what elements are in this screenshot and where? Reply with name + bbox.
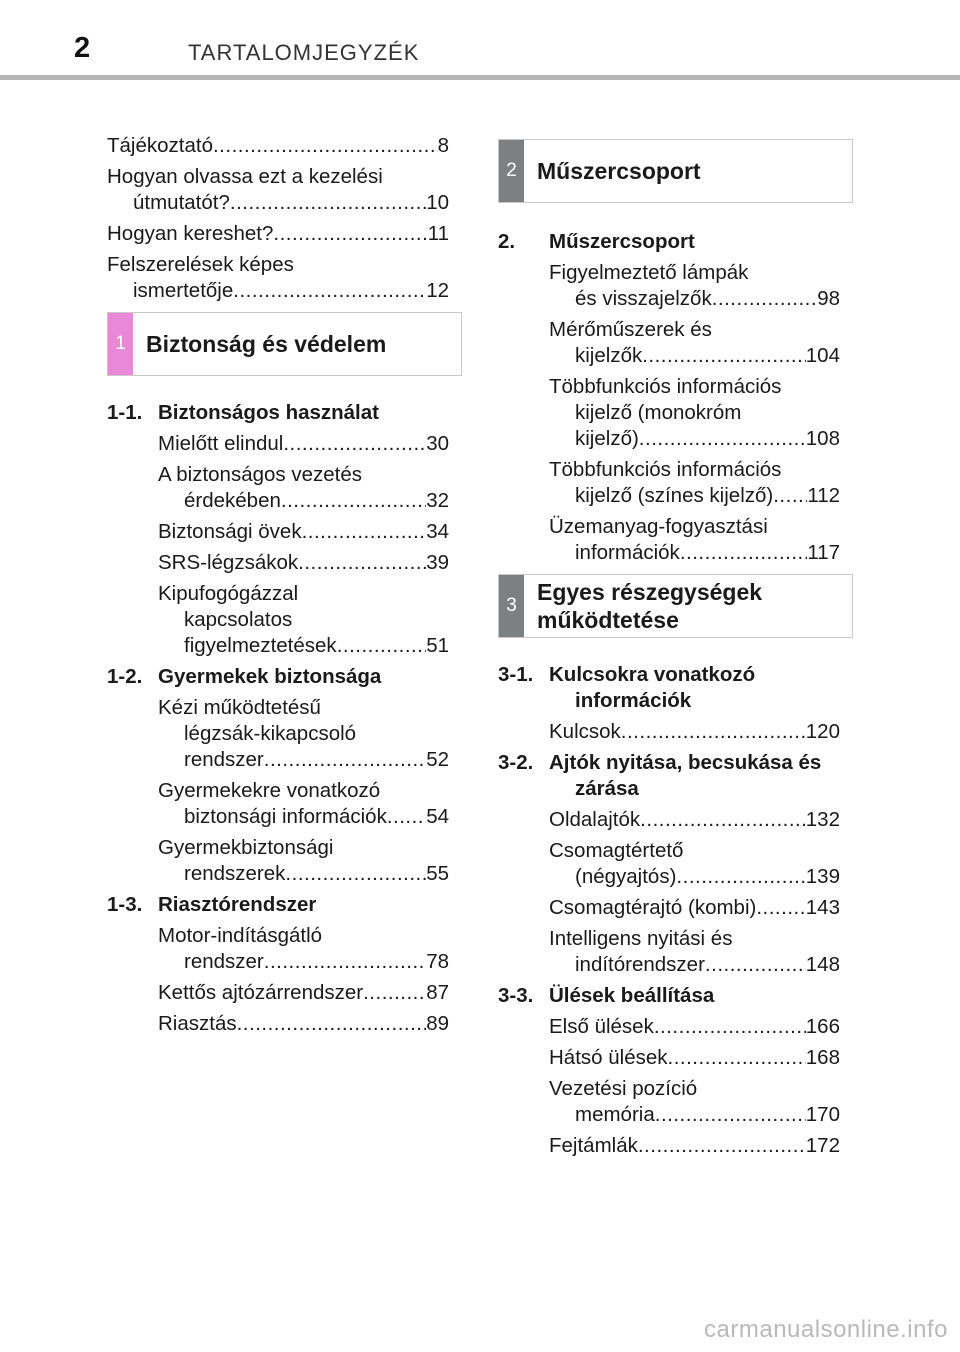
toc-page-number: 87 [426, 981, 449, 1004]
dot-leader [264, 747, 426, 773]
toc-entry-text: kijelző (monokróm [575, 401, 742, 424]
toc-entry-line [549, 1045, 840, 1071]
toc-page-number: 55 [426, 862, 449, 885]
toc-entry-line [158, 835, 449, 861]
subsection-heading-line [498, 662, 840, 688]
subsection-heading[interactable] [107, 400, 449, 426]
dot-leader [642, 343, 806, 369]
dot-leader [302, 519, 427, 545]
subsection-title: Műszercsoport [549, 230, 695, 253]
toc-page-number: 52 [426, 748, 449, 771]
toc-page-number: 148 [805, 953, 840, 976]
toc-entry-text: Kézi működtetésű [158, 696, 321, 719]
toc-entry[interactable] [107, 252, 449, 304]
dot-leader [233, 278, 426, 304]
toc-entry-line [158, 431, 449, 457]
subsection-heading[interactable] [498, 983, 840, 1009]
toc-entry-line [107, 221, 449, 247]
toc-entry-text: Figyelmeztető lámpák [549, 261, 749, 284]
header-divider [0, 75, 960, 80]
subsection-number: 2. [498, 230, 516, 253]
toc-entry-text: Riasztás [158, 1012, 237, 1035]
toc-page-number: 170 [805, 1103, 840, 1126]
section-number-tab: 1 [108, 313, 133, 375]
dot-leader [655, 1102, 806, 1128]
dot-leader [363, 980, 426, 1006]
toc-entry-line [158, 804, 449, 830]
dot-leader [237, 1011, 427, 1037]
subsection-title: Riasztórendszer [158, 893, 317, 916]
toc-page-number: 78 [426, 950, 449, 973]
toc-entry[interactable] [549, 926, 840, 978]
toc-entry-text: Kulcsok [549, 720, 621, 743]
toc-entry-line [549, 540, 840, 566]
dot-leader [756, 895, 805, 921]
toc-page-number: 132 [805, 808, 840, 831]
subsection-number: 1-2. [107, 665, 143, 688]
dot-leader [337, 633, 427, 659]
toc-entry[interactable] [549, 1133, 840, 1159]
toc-entry[interactable] [549, 1045, 840, 1071]
section-title: Biztonság és védelem [146, 331, 387, 357]
subsection-heading[interactable] [107, 892, 449, 918]
toc-entry-text: Többfunkciós információs [549, 458, 782, 481]
toc-entry-line [549, 1076, 840, 1102]
toc-entry-text: Motor-indításgátló [158, 924, 323, 947]
toc-entry-text: ismertetője [133, 279, 234, 302]
section-title-line: működtetése [537, 607, 679, 633]
toc-entry-line [549, 400, 840, 426]
dot-leader [264, 949, 426, 975]
dot-leader [283, 431, 426, 457]
toc-entry-text: és visszajelzők [575, 287, 712, 310]
section-title-line: Egyes részegységek [537, 579, 763, 605]
toc-entry-text: kapcsolatos [184, 608, 293, 631]
subsection-title: Gyermekek biztonsága [158, 665, 382, 688]
toc-entry-line [158, 778, 449, 804]
toc-entry-line [107, 164, 449, 190]
toc-entry-line [158, 949, 449, 975]
toc-page-number: 108 [805, 427, 840, 450]
toc-entry-text: Vezetési pozíció [549, 1077, 698, 1100]
toc-entry-text: Mérőműszerek és [549, 318, 712, 341]
toc-entry-line [549, 1014, 840, 1040]
section-number-tab: 2 [499, 140, 524, 202]
toc-entry[interactable] [549, 719, 840, 745]
toc-entry-text: Hogyan olvassa ezt a kezelési [107, 165, 383, 188]
toc-entry-text: Intelligens nyitási és [549, 927, 733, 950]
toc-entry-line [549, 343, 840, 369]
page-title: TARTALOMJEGYZÉK [188, 40, 420, 65]
watermark: carmanualsonline.info [704, 1316, 948, 1343]
subsection-number: 3-3. [498, 984, 534, 1007]
toc-page-number: 32 [426, 489, 449, 512]
toc-entry-line [549, 1133, 840, 1159]
toc-entry-line [158, 519, 449, 545]
subsection-list [107, 400, 449, 1037]
toc-page-number: 104 [805, 344, 840, 367]
toc-entry[interactable] [107, 164, 449, 216]
subsection-title-continued: zárása [575, 777, 639, 800]
toc-entry-text: érdekében [184, 489, 281, 512]
dot-leader [285, 861, 426, 887]
subsection-number: 1-3. [107, 893, 143, 916]
toc-entry[interactable] [158, 923, 449, 975]
toc-entry-text: Biztonsági övek [158, 520, 302, 543]
toc-entry-text: Tájékoztató [107, 134, 213, 157]
toc-page-number: 11 [427, 222, 449, 245]
toc-entry-line [158, 488, 449, 514]
toc-entry[interactable] [158, 462, 449, 514]
toc-entry-text: A biztonságos vezetés [158, 463, 362, 486]
subsection-list [498, 662, 840, 1159]
toc-entry-text: indítórendszer [575, 953, 705, 976]
toc-page-number: 89 [426, 1012, 449, 1035]
subsection-title: Kulcsokra vonatkozó [549, 663, 756, 686]
toc-entry[interactable] [549, 374, 840, 452]
toc-entry[interactable] [549, 317, 840, 369]
dot-leader [712, 286, 817, 312]
toc-entry-text: kijelző) [575, 427, 639, 450]
subsection-heading-line [498, 750, 840, 776]
toc-entry-text: Hogyan kereshet? [107, 222, 274, 245]
dot-leader [273, 221, 427, 247]
toc-entry[interactable] [549, 260, 840, 312]
toc-entry-line [549, 1102, 840, 1128]
toc-entry-line [549, 374, 840, 400]
toc-entry-line [549, 952, 840, 978]
toc-entry-text: Csomagtérajtó (kombi) [549, 896, 757, 919]
toc-entry-text: figyelmeztetések [184, 634, 337, 657]
toc-page-number: 168 [805, 1046, 840, 1069]
toc-entry[interactable] [158, 431, 449, 457]
toc-entry-text: rendszer [184, 748, 264, 771]
toc-entry-text: információk [575, 541, 680, 564]
toc-entry[interactable] [549, 1014, 840, 1040]
section-number-tab: 3 [499, 575, 524, 637]
toc-entry-line [549, 807, 840, 833]
toc-entry-line [549, 926, 840, 952]
toc-entry-line [158, 747, 449, 773]
toc-page-number: 8 [437, 134, 449, 157]
toc-column-right [498, 133, 840, 1164]
subsection-heading[interactable] [107, 664, 449, 690]
toc-entry-line [549, 514, 840, 540]
toc-entry-text: Oldalajtók [549, 808, 641, 831]
toc-page-number: 139 [805, 865, 840, 888]
toc-entry-text: útmutatót? [133, 191, 230, 214]
toc-page-number: 143 [805, 896, 840, 919]
dot-leader [638, 1133, 806, 1159]
toc-entry[interactable] [158, 835, 449, 887]
subsection-number: 3-2. [498, 751, 534, 774]
toc-entry[interactable] [549, 514, 840, 566]
toc-page-number: 166 [805, 1015, 840, 1038]
toc-page-number: 51 [426, 634, 449, 657]
toc-entry[interactable] [107, 133, 449, 159]
toc-entry-line [549, 286, 840, 312]
toc-entry[interactable] [549, 1076, 840, 1128]
toc-entry-text: Kipufogógázzal [158, 582, 299, 605]
toc-entry-line [549, 838, 840, 864]
toc-page-number: 54 [426, 805, 449, 828]
section-title: Műszercsoport [537, 158, 701, 184]
toc-entry[interactable] [549, 457, 840, 509]
toc-entry-text: Üzemanyag-fogyasztási [549, 515, 768, 538]
toc-page-number: 30 [426, 432, 449, 455]
subsection-heading[interactable] [498, 662, 840, 714]
toc-entry[interactable] [158, 695, 449, 773]
toc-entry-line [158, 721, 449, 747]
toc-entry[interactable] [107, 221, 449, 247]
toc-entry-line [158, 861, 449, 887]
toc-entry-line [158, 695, 449, 721]
dot-leader [705, 952, 806, 978]
dot-leader [621, 719, 806, 745]
toc-page-number: 172 [805, 1134, 840, 1157]
toc-page-number: 39 [426, 551, 449, 574]
toc-entry-text: kijelzők [575, 344, 643, 367]
section-header-1[interactable] [107, 312, 462, 376]
toc-entry-line [158, 462, 449, 488]
toc-entry-line [549, 317, 840, 343]
toc-entry[interactable] [549, 807, 840, 833]
toc-entry-text: memória [575, 1103, 655, 1126]
toc-entry-line [549, 260, 840, 286]
toc-entry[interactable] [158, 550, 449, 576]
toc-entry-text: Első ülések [549, 1015, 654, 1038]
toc-page-number: 34 [426, 520, 449, 543]
toc-entry-line [158, 633, 449, 659]
dot-leader [298, 550, 426, 576]
toc-entry[interactable] [549, 838, 840, 890]
toc-page-number: 98 [817, 287, 840, 310]
subsection-number: 3-1. [498, 663, 534, 686]
toc-entry-text: Felszerelések képes [107, 253, 294, 276]
toc-entry[interactable] [158, 519, 449, 545]
toc-entry-text: rendszerek [184, 862, 286, 885]
toc-entry-line [107, 278, 449, 304]
toc-entry[interactable] [158, 581, 449, 659]
page-header [0, 0, 960, 80]
toc-entry-text: Gyermekbiztonsági [158, 836, 334, 859]
dot-leader [676, 864, 805, 890]
toc-entry[interactable] [158, 778, 449, 830]
dot-leader [213, 133, 438, 159]
dot-leader [639, 426, 806, 452]
toc-entry-line [549, 895, 840, 921]
toc-column-left [107, 133, 449, 1042]
toc-entry-line [549, 719, 840, 745]
dot-leader [668, 1045, 806, 1071]
dot-leader [640, 807, 806, 833]
dot-leader [281, 488, 426, 514]
toc-entry-line [549, 864, 840, 890]
toc-entry-text: Gyermekekre vonatkozó [158, 779, 381, 802]
toc-entry-line [158, 550, 449, 576]
toc-entry-text: Fejtámlák [549, 1134, 638, 1157]
subsection-title: Biztonságos használat [158, 401, 379, 424]
subsection-list [498, 229, 840, 566]
toc-entry-line [549, 426, 840, 452]
subsection-heading[interactable] [498, 229, 840, 255]
toc-entry-text: Többfunkciós információs [549, 375, 782, 398]
dot-leader [387, 804, 426, 830]
toc-entry[interactable] [158, 1011, 449, 1037]
toc-page-number: 120 [805, 720, 840, 743]
toc-page-number: 12 [426, 279, 449, 302]
toc-entry-text: Kettős ajtózárrendszer [158, 981, 364, 1004]
toc-entry-line [107, 190, 449, 216]
toc-entry-text: rendszer [184, 950, 264, 973]
toc-entry-line [158, 581, 449, 607]
dot-leader [230, 190, 426, 216]
toc-page-number: 112 [807, 484, 840, 507]
toc-entry-text: Hátsó ülések [549, 1046, 668, 1069]
section-title [537, 578, 762, 634]
toc-entry-line [107, 252, 449, 278]
subsection-heading[interactable] [498, 750, 840, 802]
toc-entry-text: Csomagtértető [549, 839, 684, 862]
toc-entry-line [158, 607, 449, 633]
toc-entry-text: Mielőtt elindul [158, 432, 284, 455]
page-number: 2 [74, 32, 91, 64]
toc-entry-text: légzsák-kikapcsoló [184, 722, 357, 745]
dot-leader [773, 483, 807, 509]
toc-entry-text: SRS-légzsákok [158, 551, 299, 574]
toc-entry-text: biztonsági információk [184, 805, 387, 828]
toc-entry-line [158, 1011, 449, 1037]
toc-entry-line [107, 133, 449, 159]
toc-entry-line [158, 980, 449, 1006]
subsection-title: Ülések beállítása [549, 984, 715, 1007]
dot-leader [654, 1014, 806, 1040]
subsection-title: Ajtók nyitása, becsukása és [549, 751, 822, 774]
toc-entry-line [158, 923, 449, 949]
section-header-2[interactable] [498, 139, 853, 203]
toc-entry-text: kijelző (színes kijelző) [575, 484, 774, 507]
subsection-title-continued: információk [575, 689, 692, 712]
toc-entry-line [549, 483, 840, 509]
toc-entry[interactable] [158, 980, 449, 1006]
toc-page-number: 10 [426, 191, 449, 214]
toc-page-number: 117 [807, 541, 840, 564]
toc-entry[interactable] [549, 895, 840, 921]
toc-entry-line [549, 457, 840, 483]
subsection-number: 1-1. [107, 401, 143, 424]
section-header-3[interactable] [498, 574, 853, 638]
toc-entry-text: (négyajtós) [575, 865, 677, 888]
dot-leader [680, 540, 808, 566]
